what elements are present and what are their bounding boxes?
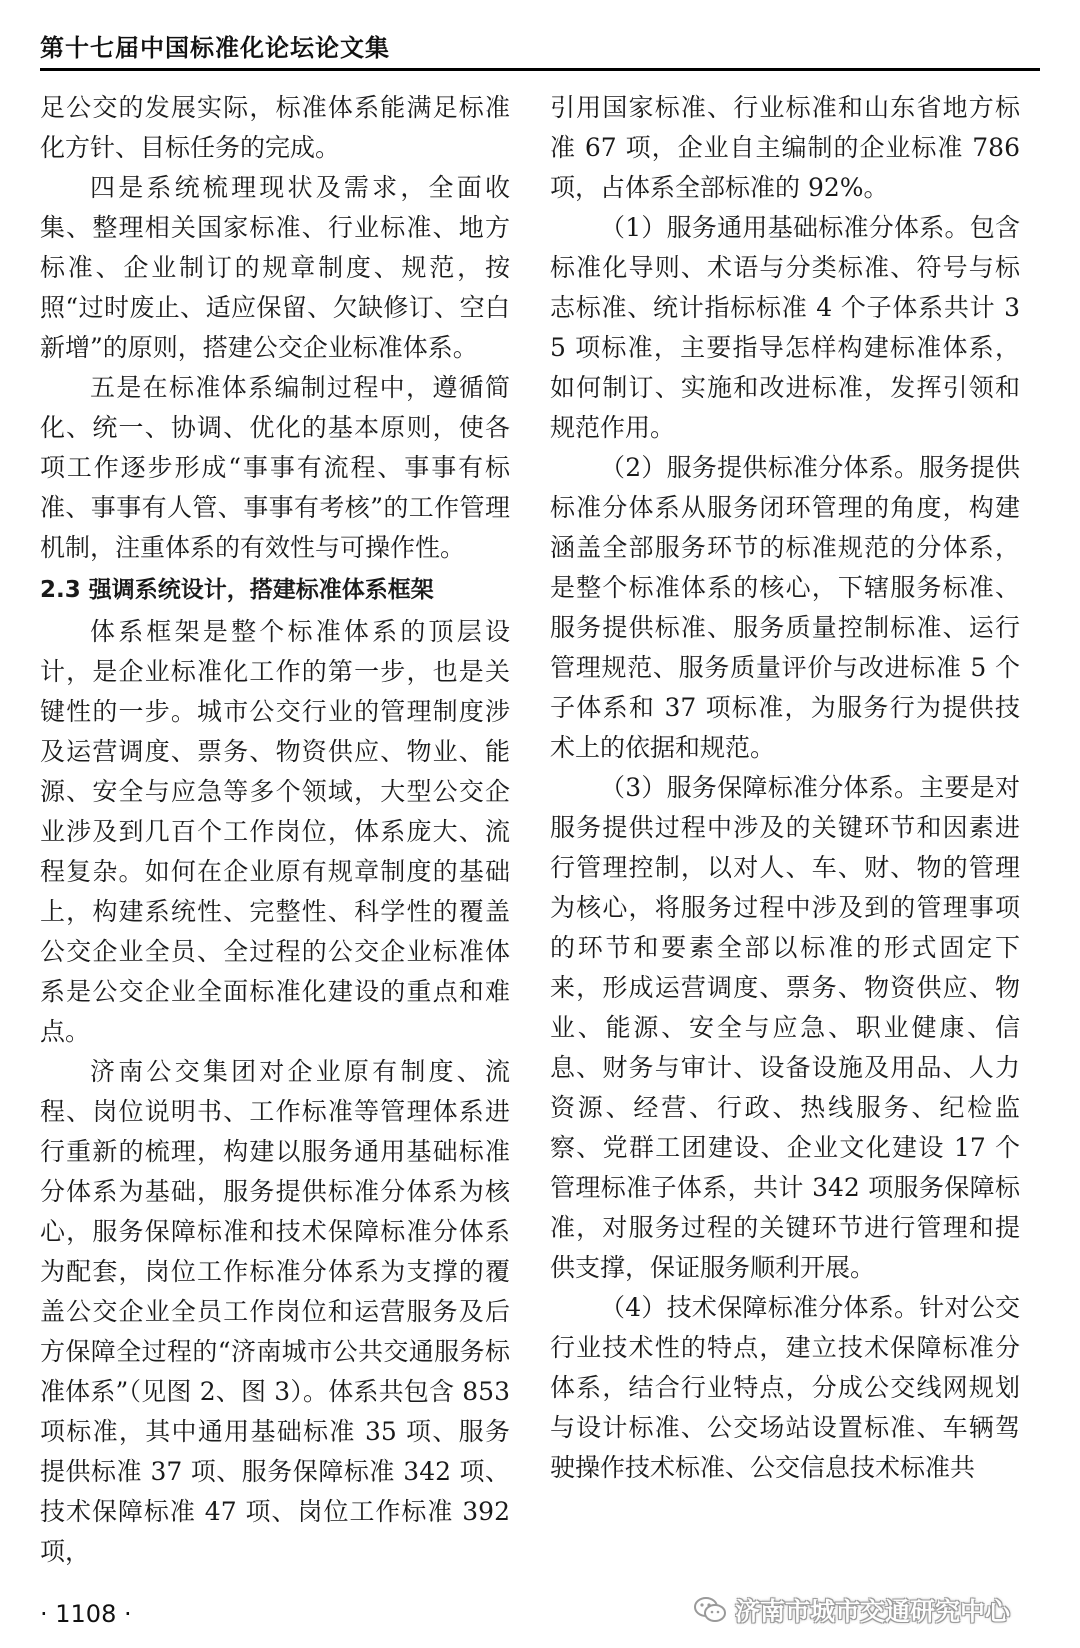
paragraph: 足公交的发展实际，标准体系能满足标准化方针、目标任务的完成。 [40,93,510,162]
paragraph: （1）服务通用基础标准分体系。包含标准化导则、术语与分类标准、符号与标志标准、统计指标标准 4 个子体系共计 35 项标准，主要指导怎样构建标准体系，如何制订、实施和改进标准，发挥引领和规范作用。 [550,213,1020,442]
paragraph: （3）服务保障标准分体系。主要是对服务提供过程中涉及的关键环节和因素进行管理控制，以对人、车、财、物的管理为核心，将服务过程中涉及到的管理事项的环节和要素全部以标准的形式固定下来，形成运营调度、票务、物资供应、物业、能源、安全与应急、职业健康、信息、财务与审计、设备设施及用品、人力资源、经营、行政、热线服务、纪检监察、党群工团建设、企业文化建设 17 个管理标准子体系，共计 342 项服务保障标准，对服务过程的关键环节进行管理和提供支撑，保证服务顺利开展。 [550,773,1020,1282]
paragraph: 五是在标准体系编制过程中，遵循简化、统一、协调、优化的基本原则，使各项工作逐步形成“事事有流程、事事有标准、事事有人管、事事有考核”的工作管理机制，注重体系的有效性与可操作性。 [40,373,510,562]
paragraph: 引用国家标准、行业标准和山东省地方标准 67 项，企业自主编制的企业标准 786 项，占体系全部标准的 92%。 [550,93,1020,202]
left-column [40,88,510,1572]
watermark-text: 济南市城市交通研究中心 [734,1597,1010,1626]
header-rule [40,68,1040,71]
watermark [693,1592,1010,1628]
paragraph: （4）技术保障标准分体系。针对公交行业技术性的特点，建立技术保障标准分体系，结合行业特点，分成公交线网规划与设计标准、公交场站设置标准、车辆驾驶操作技术标准、公交信息技术标准共 [550,1293,1020,1482]
wechat-icon [693,1595,727,1625]
page-number: · 1108 · [40,1600,132,1628]
paragraph: （2）服务提供标准分体系。服务提供标准分体系从服务闭环管理的角度，构建涵盖全部服务环节的标准规范的分体系，是整个标准体系的核心，下辖服务标准、服务提供标准、服务质量控制标准、运行管理规范、服务质量评价与改进标准 5 个子体系和 37 项标准，为服务行为提供技术上的依据和规范。 [550,453,1020,762]
section-heading: 2.3 强调系统设计，搭建标准体系框架 [40,577,434,603]
paragraph: 体系框架是整个标准体系的顶层设计，是企业标准化工作的第一步，也是关键性的一步。城市公交行业的管理制度涉及运营调度、票务、物资供应、物业、能源、安全与应急等多个领域，大型公交企业涉及到几百个工作岗位，体系庞大、流程复杂。如何在企业原有规章制度的基础上，构建系统性、完整性、科学性的覆盖公交企业全员、全过程的公交企业标准体系是公交企业全面标准化建设的重点和难点。 [40,617,510,1046]
paragraph: 四是系统梳理现状及需求，全面收集、整理相关国家标准、行业标准、地方标准、企业制订的规章制度、规范，按照“过时废止、适应保留、欠缺修订、空白新增”的原则，搭建公交企业标准体系。 [40,173,510,362]
right-column [550,88,1020,1488]
paragraph: 济南公交集团对企业原有制度、流程、岗位说明书、工作标准等管理体系进行重新的梳理，构建以服务通用基础标准分体系为基础，服务提供标准分体系为核心，服务保障标准和技术保障标准分体系为配套，岗位工作标准分体系为支撑的覆盖公交企业全员工作岗位和运营服务及后方保障全过程的“济南城市公共交通服务标准体系”（见图 2、图 3）。体系共包含 853 项标准，其中通用基础标准 35 项、服务提供标准 37 项、服务保障标准 342 项、技术保障标准 47 项、岗位工作标准 392 项， [40,1057,510,1566]
running-header: 第十七届中国标准化论坛论文集 [40,34,390,62]
